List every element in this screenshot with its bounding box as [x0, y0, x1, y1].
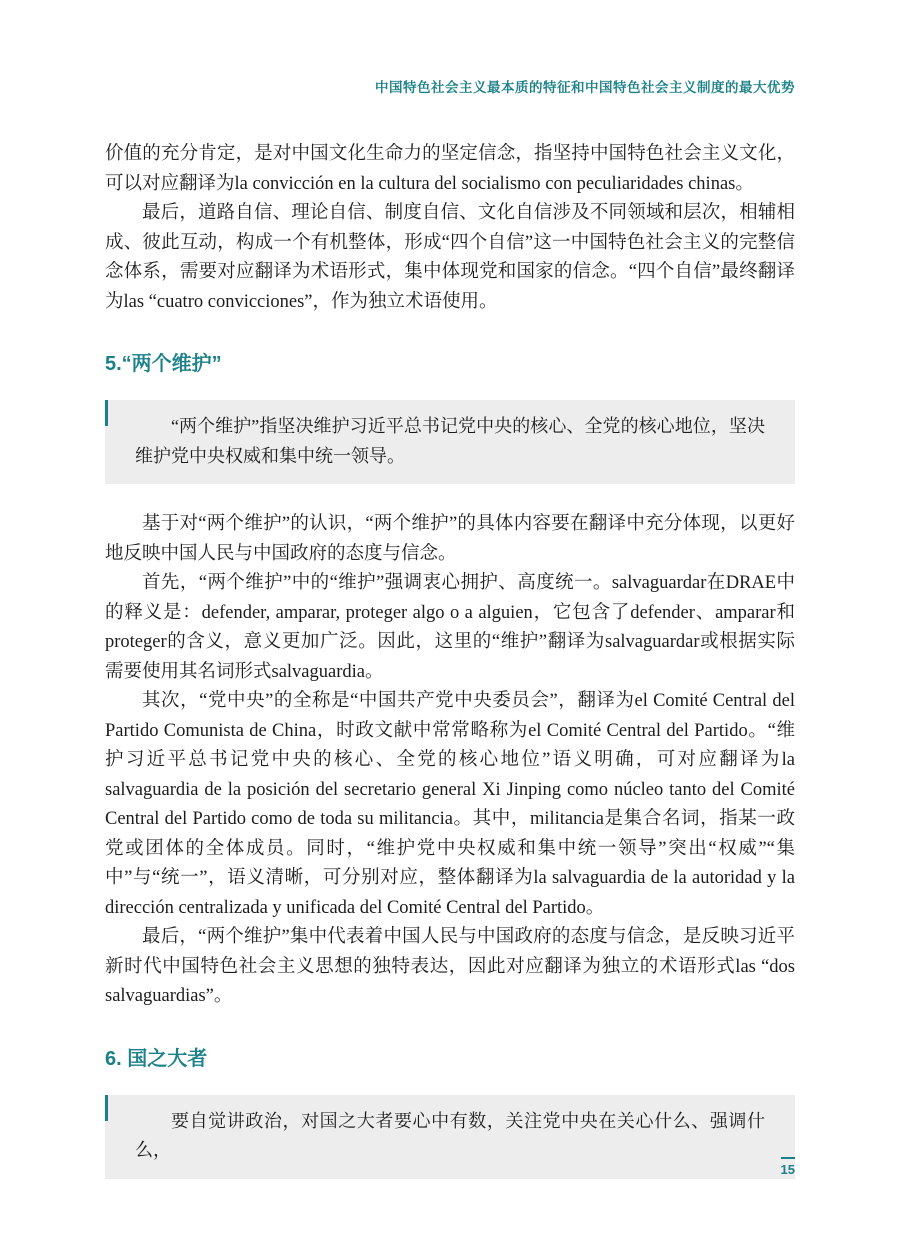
paragraph-s5-1: 基于对“两个维护”的认识，“两个维护”的具体内容要在翻译中充分体现，以更好地反映中国人民与中国政府的态度与信念。: [105, 514, 795, 564]
quote-box-guozhidazhe: [105, 1095, 795, 1179]
paragraph-s5-4: 最后，“两个维护”集中代表着中国人民与中国政府的态度与信念，是反映习近平新时代中国特色社会主义思想的独特表达，因此对应翻译为独立的术语形式las “dos salvaguardias”。: [105, 927, 795, 1006]
running-header: 中国特色社会主义最本质的特征和中国特色社会主义制度的最大优势: [375, 80, 795, 95]
page-content: [105, 140, 795, 1205]
paragraph-intro-2: 最后，道路自信、理论自信、制度自信、文化自信涉及不同领域和层次，相辅相成、彼此互动，构成一个有机整体，形成“四个自信”这一中国特色社会主义的完整信念体系，需要对应翻译为术语形式，集中体现党和国家的信念。“四个自信”最终翻译为las “cuatro convicciones”，作为独立术语使用。: [105, 203, 795, 312]
section-heading-5: 5.“两个维护”: [105, 353, 222, 375]
quote-box-two-upholds: [105, 400, 795, 484]
paragraph-s5-2: 首先，“两个维护”中的“维护”强调衷心拥护、高度统一。salvaguardar在DRAE中的释义是：defender, amparar, proteger algo o a alguien，它包含了defender、amparar和proteger的含义，意义更加广泛。因此，这里的“维护”翻译为salvaguardar或根据实际需要使用其名词形式salvaguardia。: [105, 573, 795, 682]
paragraph-intro-1: 价值的充分肯定，是对中国文化生命力的坚定信念，指坚持中国特色社会主义文化，可以对应翻译为la convicción en la cultura del socialismo con peculiaridades chinas。: [105, 144, 795, 194]
section-heading-6: 6. 国之大者: [105, 1047, 208, 1070]
quote-box-text: 要自觉讲政治，对国之大者要心中有数，关注党中央在关心什么、强调什么，: [135, 1110, 765, 1160]
page-number: 15: [781, 1157, 795, 1177]
quote-box-text: “两个维护”指坚决维护习近平总书记党中央的核心、全党的核心地位，坚决维护党中央权威和集中统一领导。: [135, 416, 765, 466]
paragraph-s5-3: 其次，“党中央”的全称是“中国共产党中央委员会”，翻译为el Comité Central del Partido Comunista de China，时政文献中常常略称为el Comité Central del Partido。“维护习近平总书记党中央的核心、全党的核心地位”语义明确，可对应翻译为la salvaguardia de la posición del secretario general Xi Jinping como núcleo tanto del Comité Central del Partido como de toda su militancia。其中，militancia是集合名词，指某一政党或团体的全体成员。同时，“维护党中央权威和集中统一领导”突出“权威”“集中”与“统一”，语义清晰，可分别对应，整体翻译为la salvaguardia de la autoridad y la dirección centralizada y unificada del Comité Central del Partido。: [105, 691, 795, 918]
